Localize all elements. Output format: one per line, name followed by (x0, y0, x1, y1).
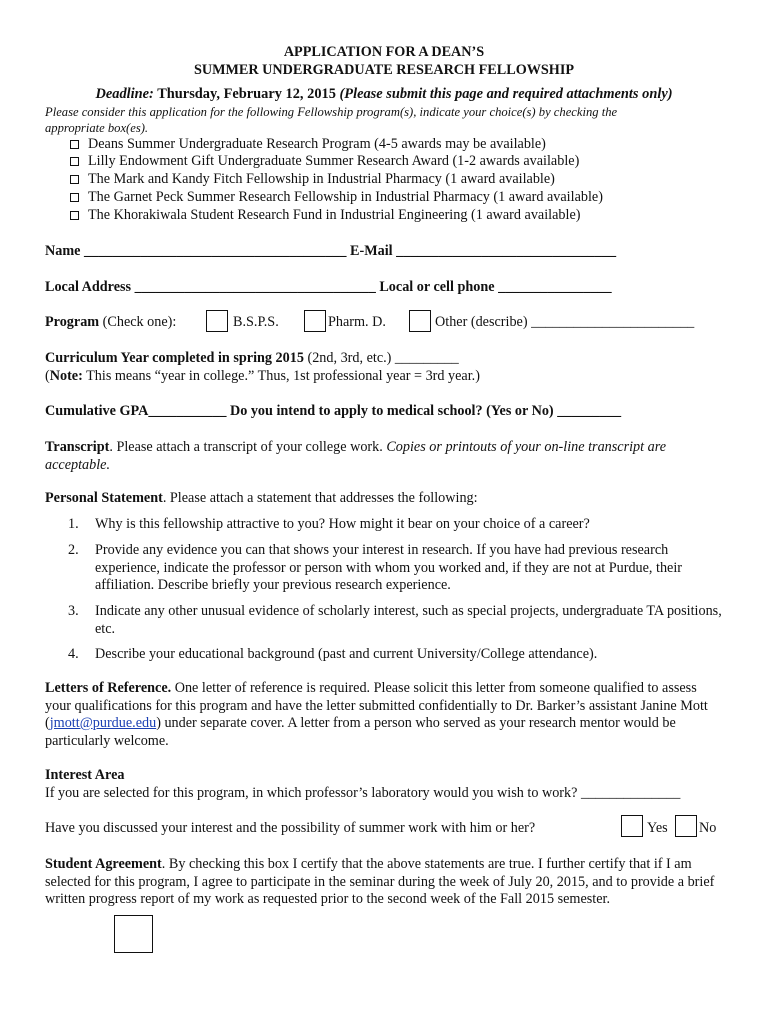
bsps-label: B.S.P.S. (233, 314, 279, 330)
local-address-field[interactable]: Local Address __________________________________ (45, 279, 376, 295)
curriculum-line[interactable] (45, 350, 459, 368)
instruction-line-1: Please consider this application for the following Fellowship program(s), indicate your choice(s) by checking the (45, 105, 618, 119)
student-agreement-paragraph (45, 856, 725, 909)
list-item: Provide any evidence you can that shows your interest in research. If you have had previous research experience, indicate the professor or person with whom you worked and, if they are not at Purdue, their affiliation. Describe briefly your previous research experience. (95, 542, 683, 593)
note-paren: ( (45, 368, 50, 384)
list-item: Why is this fellowship attractive to you? How might it bear on your choice of a career? (95, 516, 590, 532)
curriculum-note (45, 368, 480, 386)
transcript-italic: Copies or printouts of your on-line transcript are acceptable. (45, 439, 667, 473)
checkbox[interactable] (70, 175, 79, 184)
title-line-2: SUMMER UNDERGRADUATE RESEARCH FELLOWSHIP (193, 62, 575, 78)
agreement-text: . By checking this box I certify that the above statements are true. I further certify that if I am selected for this program, I agree to participate in the seminar during the week of July 20, 2015, and to provide a brief written progress report of my work as requested prior to the second week of the Fall 2015 semester. (45, 856, 715, 907)
program-label: The Mark and Kandy Fitch Fellowship in Industrial Pharmacy (1 award available) (88, 171, 555, 187)
yes-label: Yes (647, 820, 668, 836)
program-option[interactable] (70, 207, 580, 225)
list-item: Describe your educational background (past and current University/College attendance). (95, 646, 598, 662)
list-number: 3. (68, 603, 79, 619)
lab-preference-field[interactable]: If you are selected for this program, in which professor’s laboratory would you wish to work? ______________ (45, 785, 681, 801)
program-label: The Khorakiwala Student Research Fund in Industrial Engineering (1 award available) (88, 207, 581, 223)
other-checkbox[interactable] (409, 310, 431, 332)
references-text-1: One letter of reference is required. Please solicit this letter from someone qualified to assess your qualifications for this program and have the letter submitted confidentially to Dr. Barker’s assistant Janine Mott ( (45, 680, 708, 731)
name-email-line[interactable] (45, 243, 616, 261)
note-label: Note: (49, 368, 83, 384)
curriculum-label: Curriculum Year completed in spring 2015 (45, 350, 304, 366)
email-link[interactable]: jmott@purdue.edu (49, 715, 157, 731)
references-paragraph (45, 680, 725, 750)
personal-statement-label: Personal Statement (45, 490, 163, 506)
transcript-paragraph (45, 439, 725, 474)
program-label-bold: Program (45, 314, 100, 330)
no-label: No (699, 820, 717, 836)
bsps-checkbox[interactable] (206, 310, 228, 332)
program-option[interactable] (70, 153, 579, 171)
yes-checkbox[interactable] (621, 815, 643, 837)
program-option[interactable] (70, 189, 603, 207)
checkbox[interactable] (70, 140, 79, 149)
curriculum-field[interactable]: (2nd, 3rd, etc.) _________ (303, 350, 459, 366)
agreement-label: Student Agreement (45, 856, 162, 872)
address-phone-line[interactable] (45, 279, 612, 297)
phone-field[interactable]: Local or cell phone ________________ (375, 279, 612, 295)
checkbox[interactable] (70, 193, 79, 202)
note-text: This means “year in college.” Thus, 1st professional year = 3rd year.) (82, 368, 480, 384)
references-label: Letters of Reference. (45, 680, 172, 696)
list-number: 1. (68, 516, 79, 532)
personal-statement-text: . Please attach a statement that addresses the following: (162, 490, 478, 506)
other-field[interactable]: Other (describe) _______________________ (435, 314, 695, 330)
transcript-label: Transcript (45, 439, 110, 455)
list-number: 4. (68, 646, 79, 662)
agreement-checkbox[interactable] (114, 915, 153, 953)
personal-statement-heading (45, 490, 725, 508)
interest-area-heading: Interest Area (45, 767, 125, 783)
pharmd-label: Pharm. D. (328, 314, 386, 330)
program-label: The Garnet Peck Summer Research Fellowship in Industrial Pharmacy (1 award available) (88, 189, 603, 205)
program-check-label (45, 314, 176, 332)
program-label: Deans Summer Undergraduate Research Program (4-5 awards may be available) (88, 136, 546, 152)
list-number: 2. (68, 542, 79, 558)
program-option[interactable] (70, 136, 546, 154)
references-text-2: ) under separate cover. A letter from a person who served as your research mentor would be particularly welcome. (45, 715, 676, 749)
name-field[interactable]: Name _____________________________________ (45, 243, 347, 259)
checkbox[interactable] (70, 211, 79, 220)
program-option[interactable] (70, 171, 555, 189)
deadline-line (0, 86, 768, 104)
program-label: Lilly Endowment Gift Undergraduate Summer Research Award (1-2 awards available) (88, 153, 580, 169)
email-field[interactable]: E-Mail _______________________________ (346, 243, 617, 259)
program-hint: (Check one): (99, 314, 177, 330)
list-item: Indicate any other unusual evidence of scholarly interest, such as special projects, undergraduate TA positions, etc. (95, 603, 722, 637)
transcript-text: . Please attach a transcript of your college work. (109, 439, 387, 455)
title-line-1: APPLICATION FOR A DEAN’S (283, 44, 485, 60)
deadline-note: (Please submit this page and required attachments only) (339, 86, 673, 102)
pharmd-checkbox[interactable] (304, 310, 326, 332)
deadline-label: Deadline: (95, 86, 154, 102)
gpa-medical-line[interactable]: Cumulative GPA___________ Do you intend to apply to medical school? (Yes or No) _________ (45, 403, 622, 419)
deadline-date: Thursday, February 12, 2015 (153, 86, 340, 102)
discussed-question: Have you discussed your interest and the possibility of summer work with him or her? (45, 820, 536, 836)
instruction-line-2: appropriate box(es). (45, 121, 149, 135)
no-checkbox[interactable] (675, 815, 697, 837)
checkbox[interactable] (70, 157, 79, 166)
